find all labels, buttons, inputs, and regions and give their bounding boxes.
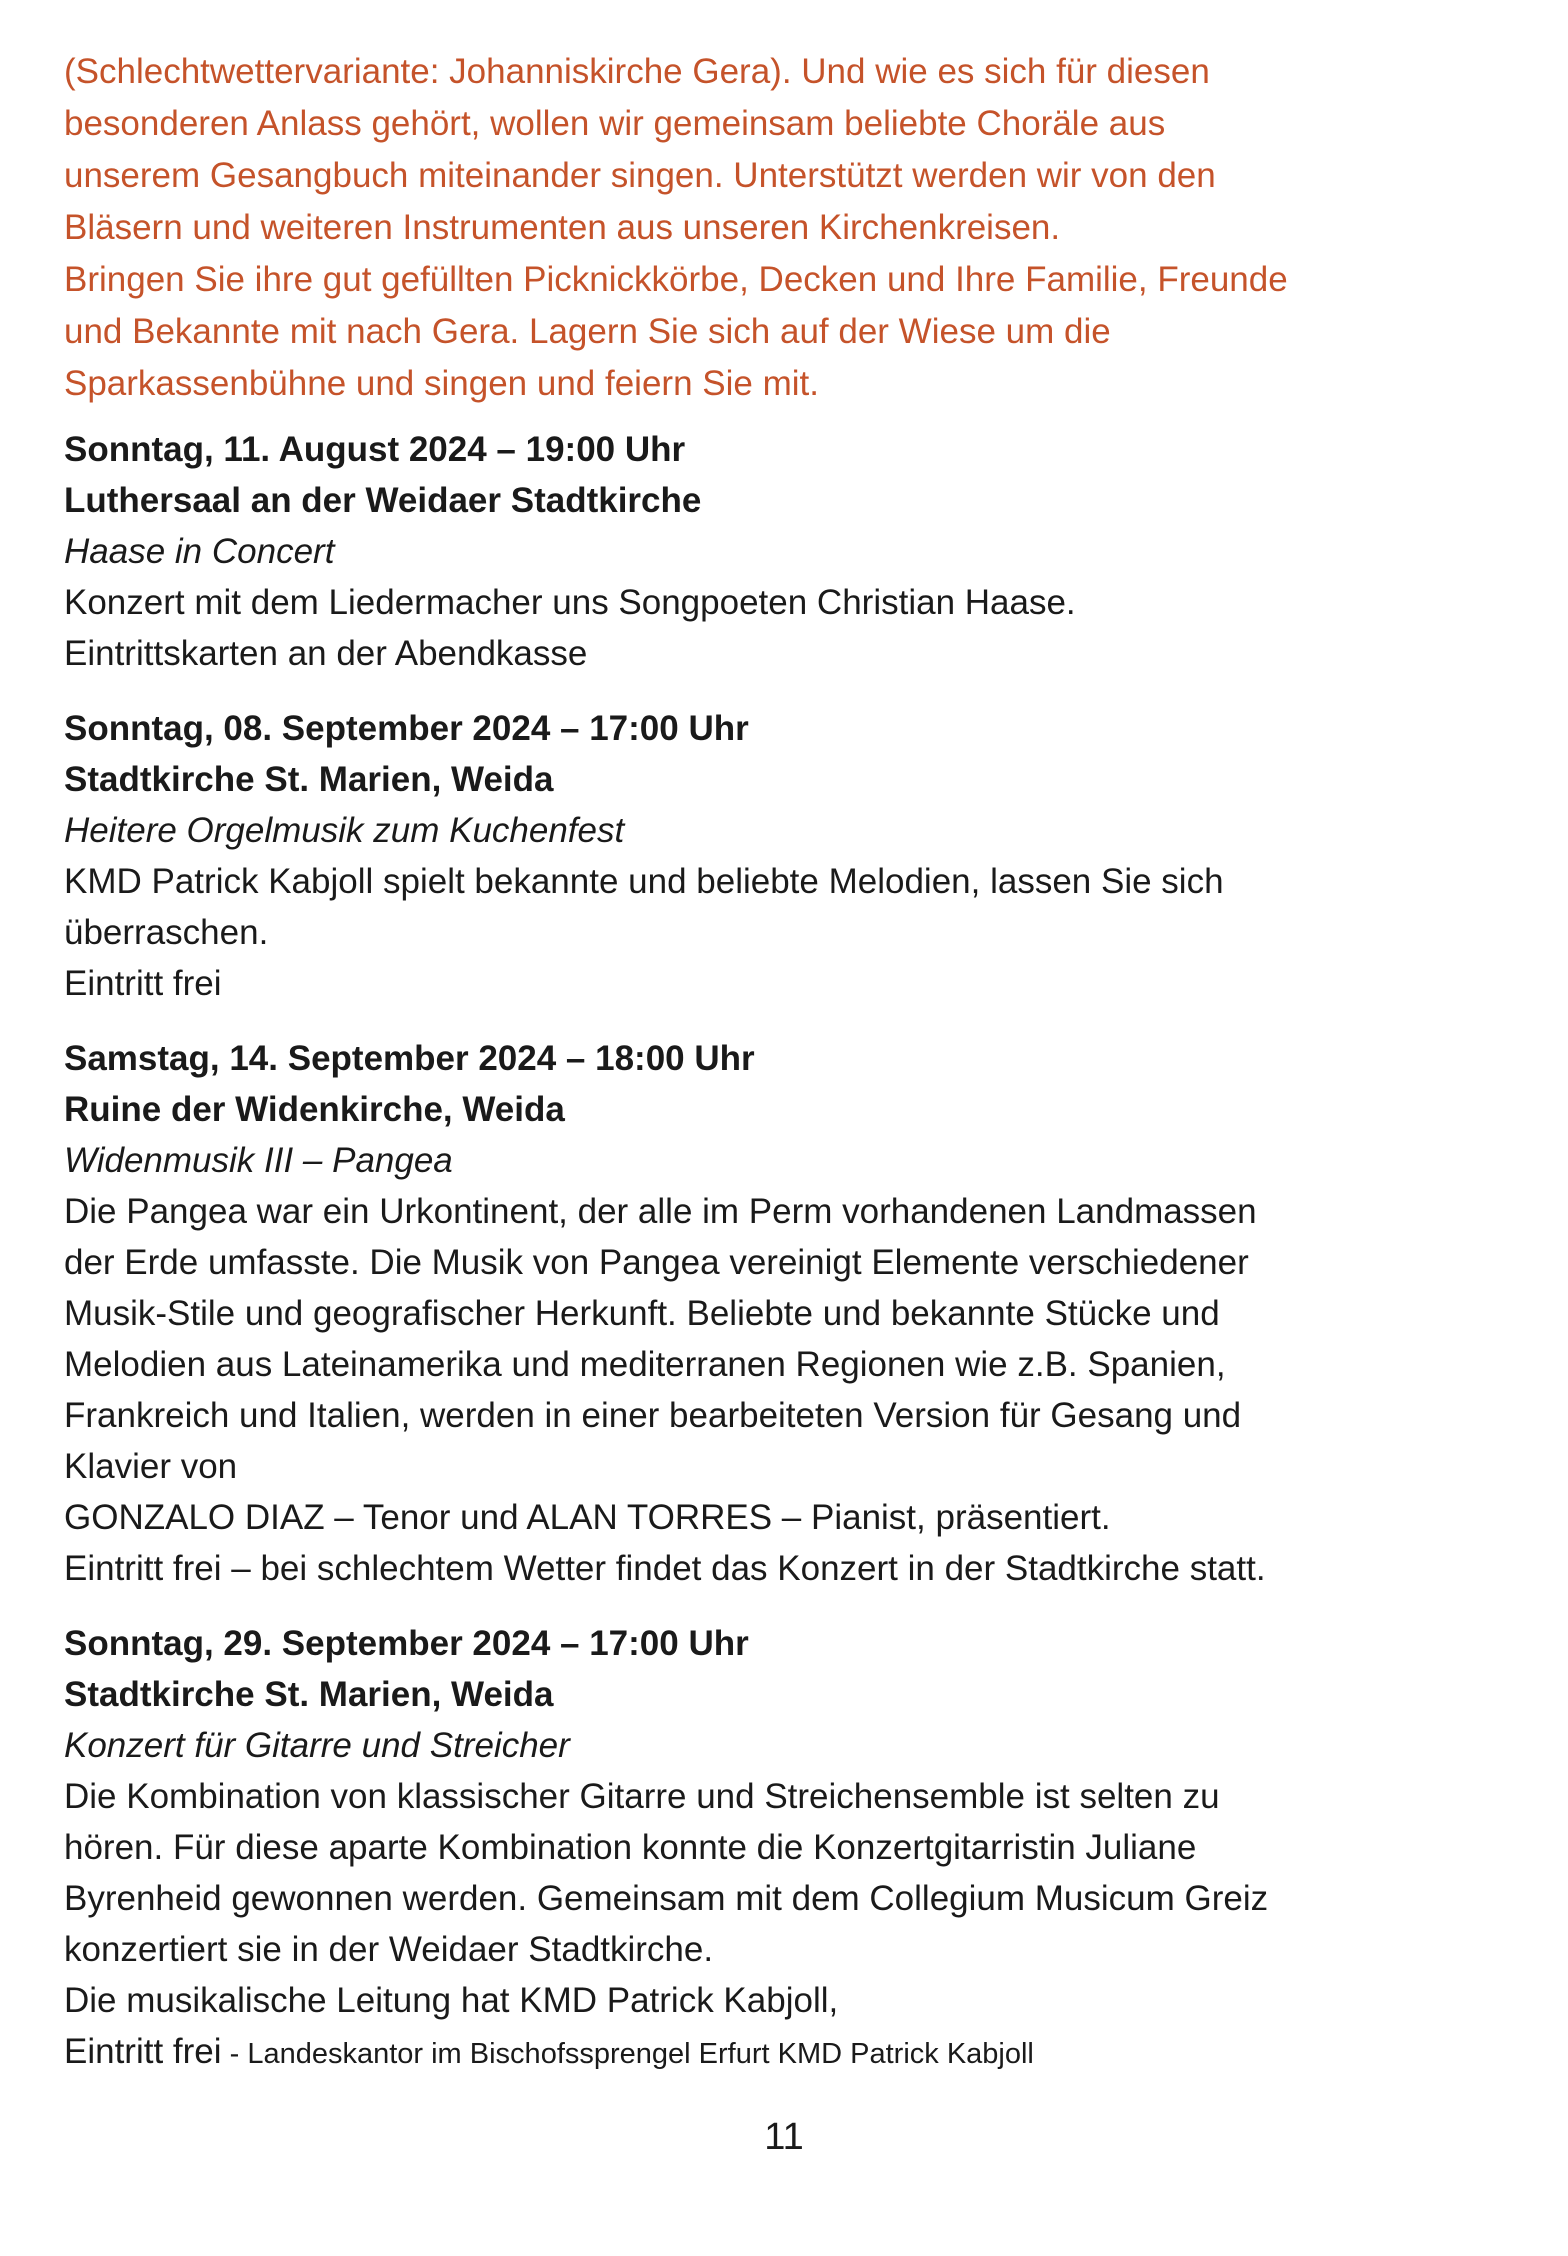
document-page xyxy=(64,46,1464,2104)
event-desc-line: GONZALO DIAZ – Tenor und ALAN TORRES – Pianist, präsentiert. xyxy=(64,1498,1111,1537)
event-widenmusik xyxy=(64,1033,1464,1594)
intro-line: Bringen Sie ihre gut gefüllten Picknickkörbe, Decken und Ihre Familie, Freunde xyxy=(64,260,1288,299)
event-desc-line: Frankreich und Italien, werden in einer bearbeiteten Version für Gesang und xyxy=(64,1396,1242,1435)
intro-paragraph xyxy=(64,46,1464,410)
event-entry-note: - Landeskantor im Bischofssprengel Erfurt KMD Patrick Kabjoll xyxy=(221,2038,1034,2070)
event-desc-line: Eintrittskarten an der Abendkasse xyxy=(64,634,588,673)
event-orgelmusik xyxy=(64,703,1464,1009)
event-date: Samstag, 14. September 2024 – 18:00 Uhr xyxy=(64,1039,755,1078)
event-title: Widenmusik III – Pangea xyxy=(64,1141,453,1180)
intro-line: und Bekannte mit nach Gera. Lagern Sie sich auf der Wiese um die xyxy=(64,312,1111,351)
page-number: 11 xyxy=(764,2116,804,2158)
event-date: Sonntag, 08. September 2024 – 17:00 Uhr xyxy=(64,709,749,748)
event-date: Sonntag, 11. August 2024 – 19:00 Uhr xyxy=(64,430,686,469)
event-venue: Luthersaal an der Weidaer Stadtkirche xyxy=(64,481,702,520)
event-venue: Ruine der Widenkirche, Weida xyxy=(64,1090,565,1129)
event-desc-line: Eintritt frei – bei schlechtem Wetter findet das Konzert in der Stadtkirche statt. xyxy=(64,1549,1266,1588)
event-desc-line: Eintritt frei xyxy=(64,964,222,1003)
event-desc-line: Musik-Stile und geografischer Herkunft. Beliebte und bekannte Stücke und xyxy=(64,1294,1220,1333)
event-desc-line: Melodien aus Lateinamerika und mediterranen Regionen wie z.B. Spanien, xyxy=(64,1345,1226,1384)
event-haase xyxy=(64,424,1464,679)
intro-line: unserem Gesangbuch miteinander singen. Unterstützt werden wir von den xyxy=(64,156,1216,195)
event-desc-line: Konzert mit dem Liedermacher uns Songpoeten Christian Haase. xyxy=(64,583,1076,622)
event-desc-line: Die Pangea war ein Urkontinent, der alle im Perm vorhandenen Landmassen xyxy=(64,1192,1257,1231)
event-desc-line: überraschen. xyxy=(64,913,269,952)
event-gitarre-streicher xyxy=(64,1618,1464,2080)
event-entry-main: Eintritt frei xyxy=(64,2032,222,2071)
event-title: Haase in Concert xyxy=(64,532,335,571)
event-desc-line: der Erde umfasste. Die Musik von Pangea vereinigt Elemente verschiedener xyxy=(64,1243,1249,1282)
event-desc-line: Die musikalische Leitung hat KMD Patrick Kabjoll, xyxy=(64,1981,839,2020)
event-date: Sonntag, 29. September 2024 – 17:00 Uhr xyxy=(64,1624,749,1663)
event-desc-line: Byrenheid gewonnen werden. Gemeinsam mit dem Collegium Musicum Greiz xyxy=(64,1879,1269,1918)
intro-line: (Schlechtwettervariante: Johanniskirche Gera). Und wie es sich für diesen xyxy=(64,52,1210,91)
event-desc-line: konzertiert sie in der Weidaer Stadtkirche. xyxy=(64,1930,714,1969)
intro-line: Sparkassenbühne und singen und feiern Sie mit. xyxy=(64,364,819,403)
event-title: Konzert für Gitarre und Streicher xyxy=(64,1726,570,1765)
event-desc-line: Klavier von xyxy=(64,1447,238,1486)
intro-line: Bläsern und weiteren Instrumenten aus unseren Kirchenkreisen. xyxy=(64,208,1061,247)
intro-line: besonderen Anlass gehört, wollen wir gemeinsam beliebte Choräle aus xyxy=(64,104,1166,143)
event-desc-line: hören. Für diese aparte Kombination konnte die Konzertgitarristin Juliane xyxy=(64,1828,1197,1867)
event-desc-line: KMD Patrick Kabjoll spielt bekannte und beliebte Melodien, lassen Sie sich xyxy=(64,862,1224,901)
event-venue: Stadtkirche St. Marien, Weida xyxy=(64,1675,554,1714)
event-venue: Stadtkirche St. Marien, Weida xyxy=(64,760,554,799)
event-entry xyxy=(64,2026,1464,2080)
event-desc-line: Die Kombination von klassischer Gitarre und Streichensemble ist selten zu xyxy=(64,1777,1220,1816)
event-title: Heitere Orgelmusik zum Kuchenfest xyxy=(64,811,625,850)
